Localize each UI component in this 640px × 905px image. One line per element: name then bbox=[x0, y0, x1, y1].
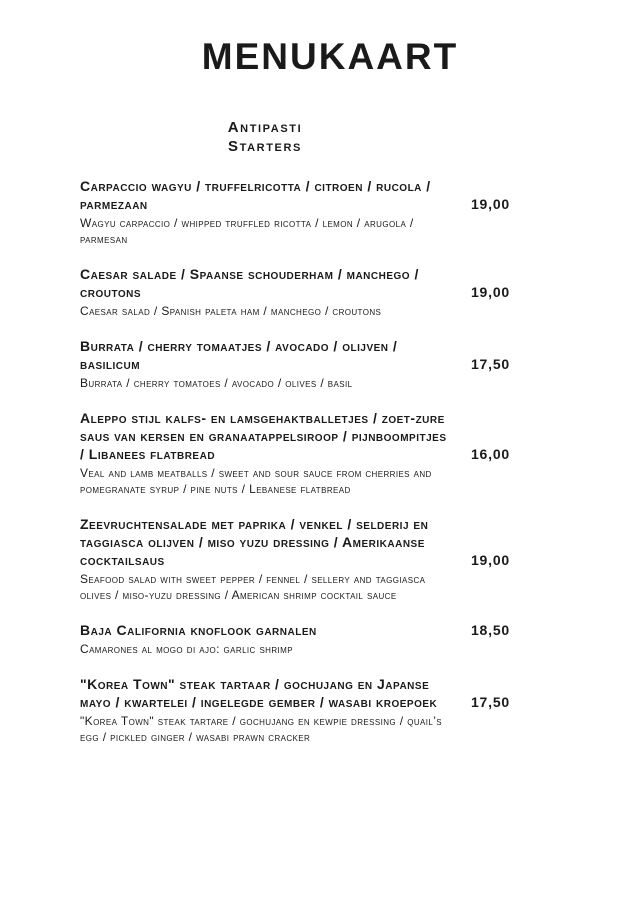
item-name-row bbox=[80, 265, 510, 301]
section-title-nl: Antipasti bbox=[227, 119, 303, 136]
item-price: 19,00 bbox=[470, 552, 510, 568]
item-name-nl: Carpaccio wagyu / truffelricotta / citroen / rucola / parmezaan bbox=[80, 178, 431, 212]
menu-item bbox=[80, 675, 510, 745]
item-price: 17,50 bbox=[470, 356, 510, 372]
item-name-row bbox=[80, 621, 510, 639]
item-description-en: Caesar salad / Spanish paleta ham / manchego / croutons bbox=[80, 304, 382, 318]
item-description-en: Camarones al mogo di ajo: garlic shrimp bbox=[80, 642, 293, 656]
item-price: 19,00 bbox=[470, 284, 510, 300]
menu-item bbox=[80, 515, 510, 603]
menu-item bbox=[80, 409, 510, 497]
page-title: MENUKAART bbox=[201, 36, 459, 77]
item-description-en: Wagyu carpaccio / whipped truffled ricotta / lemon / arugola / parmesan bbox=[80, 216, 414, 246]
item-price: 16,00 bbox=[470, 446, 510, 462]
item-name-row bbox=[80, 675, 510, 711]
section-title-en: Starters bbox=[228, 138, 302, 155]
title-wrap bbox=[80, 34, 580, 80]
item-description-en: Seafood salad with sweet pepper / fennel / sellery and taggiasca olives / miso-yuzu dressing / American shrimp cocktail sauce bbox=[80, 572, 426, 602]
item-name-row bbox=[80, 515, 510, 569]
item-name-nl: Caesar salade / Spaanse schouderham / manchego / croutons bbox=[80, 266, 419, 300]
item-price: 19,00 bbox=[470, 196, 510, 212]
item-name-nl: Baja California knoflook garnalen bbox=[80, 622, 317, 638]
item-name-row bbox=[80, 409, 510, 463]
section-header bbox=[80, 118, 450, 156]
item-description-en: Burrata / cherry tomatoes / avocado / olives / basil bbox=[80, 376, 353, 390]
item-description-en: Veal and lamb meatballs / sweet and sour sauce from cherries and pomegranate syrup / pine nuts / Lebanese flatbread bbox=[80, 466, 432, 496]
item-name-row bbox=[80, 177, 510, 213]
menu-item bbox=[80, 265, 510, 319]
item-price: 17,50 bbox=[470, 694, 510, 710]
item-name-row bbox=[80, 337, 510, 373]
menu-item bbox=[80, 177, 510, 247]
item-name-nl: Zeevruchtensalade met paprika / venkel / selderij en taggiasca olijven / miso yuzu dressing / Amerikaanse cocktailsaus bbox=[80, 516, 429, 568]
item-name-nl: "Korea Town" steak tartaar / gochujang en Japanse mayo / kwartelei / ingelegde gember / wasabi kroepoek bbox=[80, 676, 438, 710]
menu-item bbox=[80, 621, 510, 657]
item-description-en: "Korea Town" steak tartare / gochujang en kewpie dressing / quail’s egg / pickled ginger / wasabi prawn cracker bbox=[80, 714, 443, 744]
item-name-nl: Burrata / cherry tomaatjes / avocado / olijven / basilicum bbox=[80, 338, 398, 372]
menu-items-list bbox=[80, 177, 510, 745]
item-name-nl: Aleppo stijl kalfs- en lamsgehaktballetjes / zoet-zure saus van kersen en granaatappelsiroop / pijnboompitjes / Libanees flatbread bbox=[80, 410, 447, 462]
item-price: 18,50 bbox=[470, 622, 510, 638]
menu-item bbox=[80, 337, 510, 391]
